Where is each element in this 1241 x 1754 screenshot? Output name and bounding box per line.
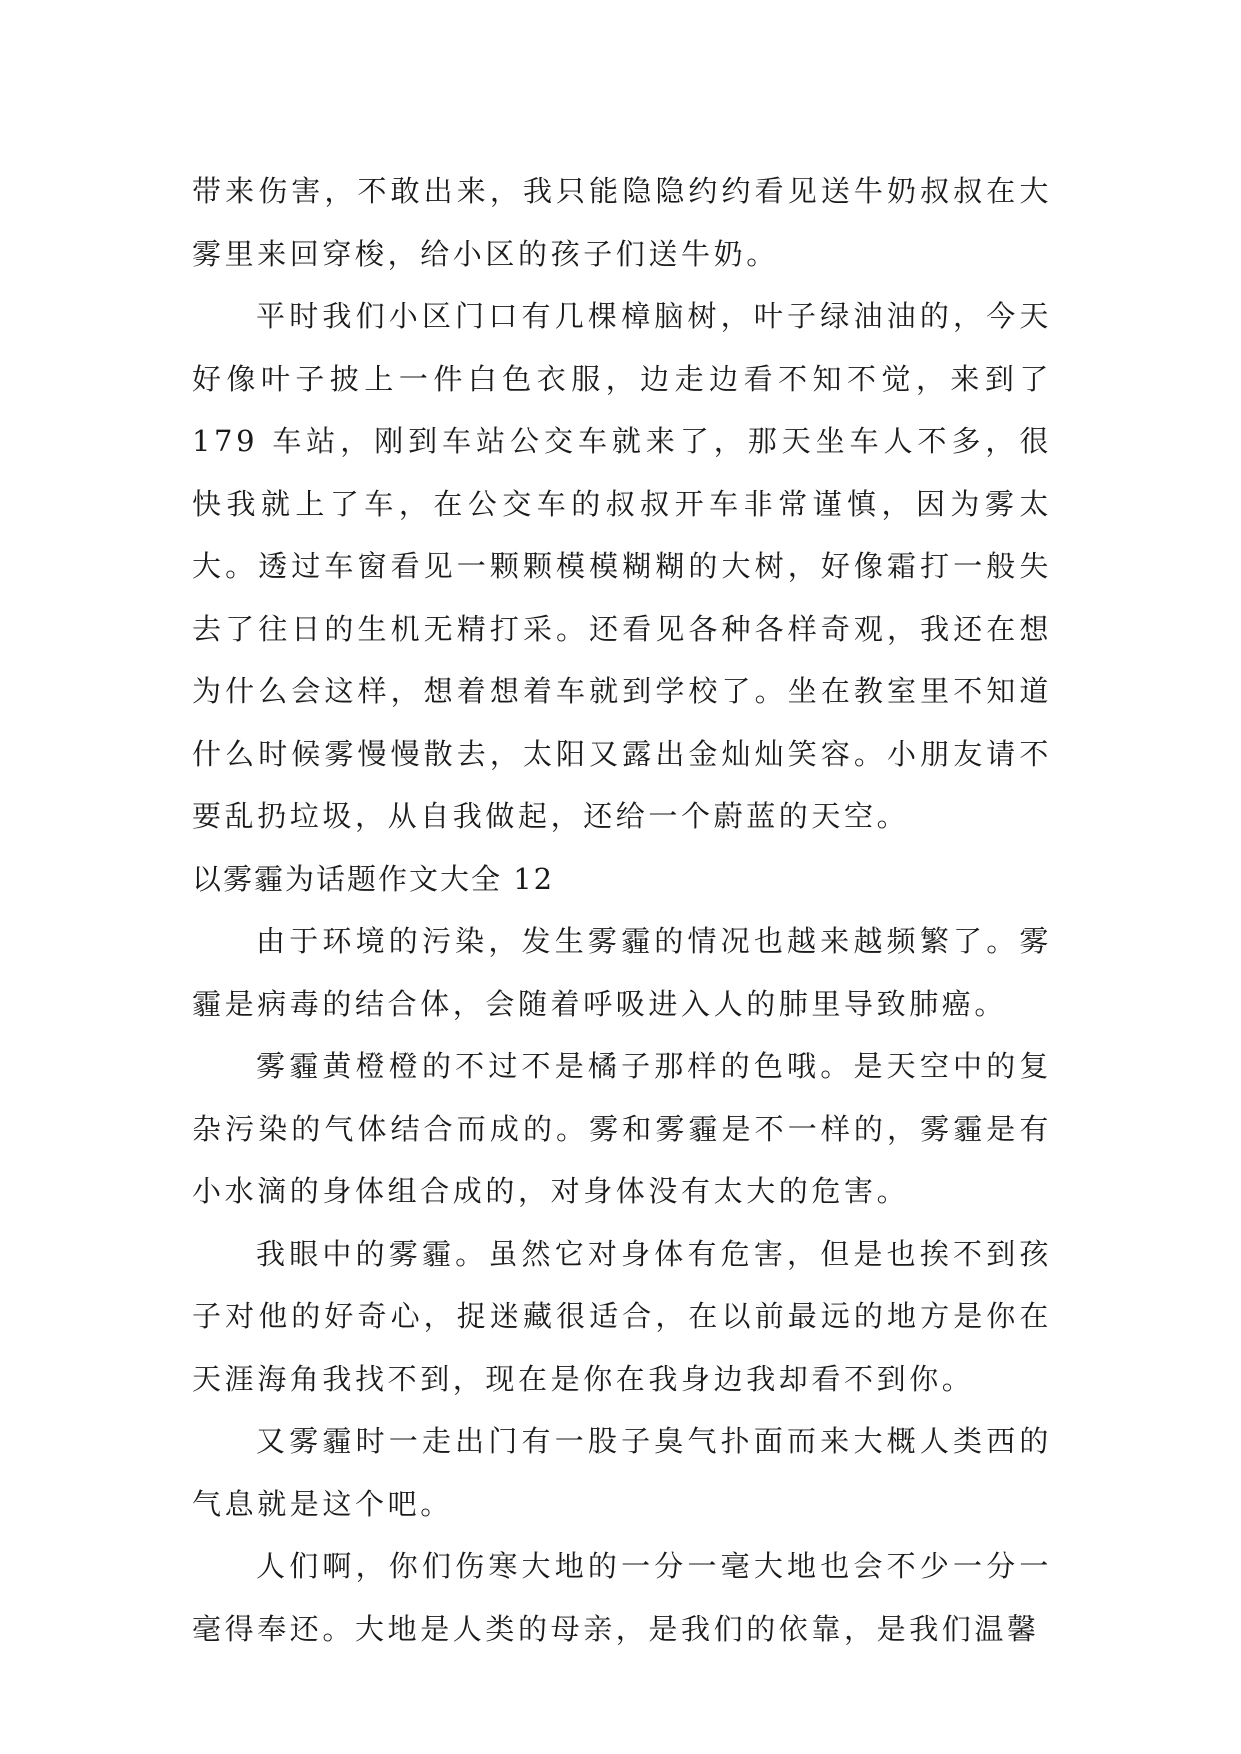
paragraph-continued: 带来伤害，不敢出来，我只能隐隐约约看见送牛奶叔叔在大雾里来回穿梭，给小区的孩子们送牛奶。 [192,174,1052,271]
paragraph-haze-color: 雾霾黄橙橙的不过不是橘子那样的色哦。是天空中的复杂污染的气体结合而成的。雾和雾霾是不一样的，雾霾是有小水滴的身体组合成的，对身体没有太大的危害。 [192,1049,1052,1208]
document-page [192,160,1052,1660]
paragraph-mother-earth: 人们啊，你们伤寒大地的一分一毫大地也会不少一分一毫得奉还。大地是人类的母亲，是我们的依靠，是我们温馨 [192,1549,1052,1646]
paragraph-pollution: 由于环境的污染，发生雾霾的情况也越来越频繁了。雾霾是病毒的结合体，会随着呼吸进入人的肺里导致肺癌。 [192,924,1052,1021]
paragraph-camphor-trees: 平时我们小区门口有几棵樟脑树，叶子绿油油的，今天好像叶子披上一件白色衣服，边走边看不知不觉，来到了 179 车站，刚到车站公交车就来了，那天坐车人不多，很快我就上了车，在公交车的叔叔开车非常谨慎，因为雾太大。透过车窗看见一颗颗模模糊糊的大树，好像霜打一般失去了往日的生机无精打采。还看见各种各样奇观，我还在想为什么会这样，想着想着车就到学校了。坐在教室里不知道什么时候雾慢慢散去，太阳又露出金灿灿笑容。小朋友请不要乱扔垃圾，从自我做起，还给一个蔚蓝的天空。 [192,299,1052,833]
essay-heading: 以雾霾为话题作文大全 12 [192,861,555,896]
paragraph-in-my-eyes: 我眼中的雾霾。虽然它对身体有危害，但是也挨不到孩子对他的好奇心，捉迷藏很适合，在以前最远的地方是你在天涯海角我找不到，现在是你在我身边我却看不到你。 [192,1236,1052,1396]
paragraph-smell: 又雾霾时一走出门有一股子臭气扑面而来大概人类西的气息就是这个吧。 [192,1424,1052,1521]
